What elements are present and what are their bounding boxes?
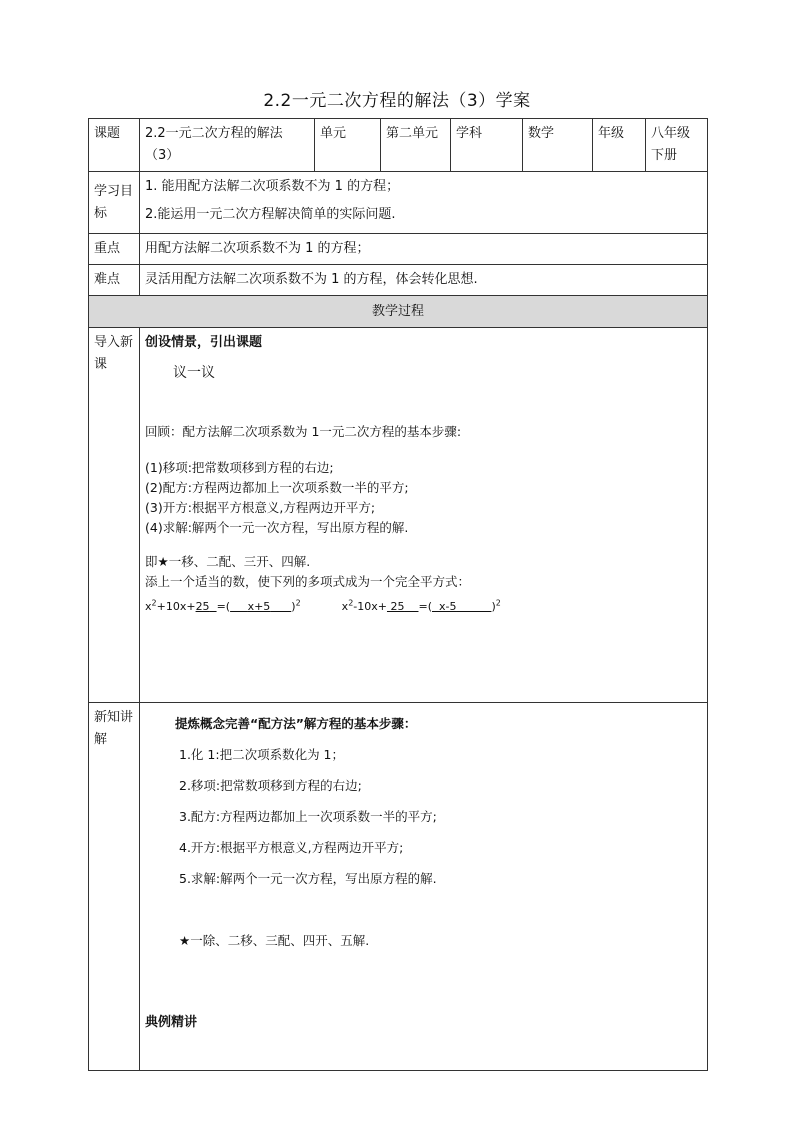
new-knowledge-step: 2.移项:把常数项移到方程的右边; bbox=[179, 778, 362, 793]
intro-heading: 创设情景，引出课题 bbox=[145, 335, 263, 350]
formula-2-blank-2: x-5 bbox=[439, 599, 457, 613]
new-knowledge-step: 1.化 1:把二次项系数化为 1； bbox=[179, 747, 344, 762]
page-title: 2.2一元二次方程的解法（3）学案 bbox=[263, 91, 531, 111]
new-knowledge-step: 5.求解:解两个一元一次方程，写出原方程的解. bbox=[179, 871, 437, 886]
formula-1-blank-1: 25 bbox=[195, 599, 210, 613]
formula-1-blank-2: x+5 bbox=[247, 599, 271, 613]
formula-line bbox=[145, 592, 702, 618]
subject-title-value: 2.2一元二次方程的解法（3） bbox=[140, 119, 315, 172]
process-header-row bbox=[89, 296, 708, 328]
difficulty-label: 难点 bbox=[89, 265, 140, 296]
example-heading: 典例精讲 bbox=[145, 1015, 198, 1030]
review-step: (1)移项:把常数项移到方程的右边; bbox=[145, 460, 334, 475]
objectives-label: 学习目标 bbox=[89, 172, 140, 234]
difficulty-text: 灵活用配方法解二次项系数不为 1 的方程，体会转化思想. bbox=[140, 265, 708, 296]
difficulty-row bbox=[89, 265, 708, 296]
review-text: 回顾：配方法解二次项系数为 1一元二次方程的基本步骤: bbox=[145, 424, 462, 439]
grade-value: 八年级下册 bbox=[646, 119, 708, 172]
new-knowledge-summary: ★一除、二移、三配、四开、五解. bbox=[179, 933, 370, 948]
unit-label: 单元 bbox=[315, 119, 381, 172]
intro-label: 导入新课 bbox=[89, 328, 140, 703]
formula-1: $x^2+10x+25$ =( x+5 )$^2$ bbox=[145, 598, 301, 613]
intro-summary: 即★一移、二配、三开、四解. bbox=[145, 554, 311, 569]
process-header: 教学过程 bbox=[89, 296, 708, 328]
review-step: (4)求解:解两个一元一次方程，写出原方程的解. bbox=[145, 520, 409, 535]
intro-content bbox=[140, 328, 708, 703]
subject-title-label: 课题 bbox=[89, 119, 140, 172]
new-knowledge-row bbox=[89, 703, 708, 1071]
review-step: (2)配方:方程两边都加上一次项系数一半的平方; bbox=[145, 480, 409, 495]
new-knowledge-label: 新知讲解 bbox=[89, 703, 140, 1071]
grade-label: 年级 bbox=[593, 119, 646, 172]
key-point-row bbox=[89, 234, 708, 265]
header-row bbox=[89, 119, 708, 172]
objective-item: 2.能运用一元二次方程解决简单的实际问题. bbox=[145, 207, 396, 222]
objectives-row bbox=[89, 172, 708, 234]
new-knowledge-content bbox=[140, 703, 708, 1071]
formula-2: $x^2-10x+ 25$ =( x-5 )$^2$ bbox=[341, 598, 501, 613]
intro-subheading: 议一议 bbox=[173, 365, 215, 381]
formula-2-blank-1: 25 bbox=[390, 599, 405, 613]
new-knowledge-step: 4.开方:根据平方根意义,方程两边开平方; bbox=[179, 840, 404, 855]
intro-row bbox=[89, 328, 708, 703]
key-point-label: 重点 bbox=[89, 234, 140, 265]
objectives-content bbox=[140, 172, 708, 234]
discipline-label: 学科 bbox=[451, 119, 523, 172]
lesson-plan-table bbox=[88, 118, 708, 1071]
objective-item: 1. 能用配方法解二次项系数不为 1 的方程； bbox=[145, 179, 400, 194]
unit-value: 第二单元 bbox=[381, 119, 451, 172]
review-step: (3)开方:根据平方根意义,方程两边开平方; bbox=[145, 500, 376, 515]
key-point-text: 用配方法解二次项系数不为 1 的方程； bbox=[140, 234, 708, 265]
new-knowledge-heading: 提炼概念完善“配方法”解方程的基本步骤： bbox=[175, 716, 417, 731]
discipline-value: 数学 bbox=[523, 119, 593, 172]
new-knowledge-step: 3.配方:方程两边都加上一次项系数一半的平方; bbox=[179, 809, 437, 824]
exercise-text: 添上一个适当的数，使下列的多项式成为一个完全平方式： bbox=[145, 574, 471, 589]
